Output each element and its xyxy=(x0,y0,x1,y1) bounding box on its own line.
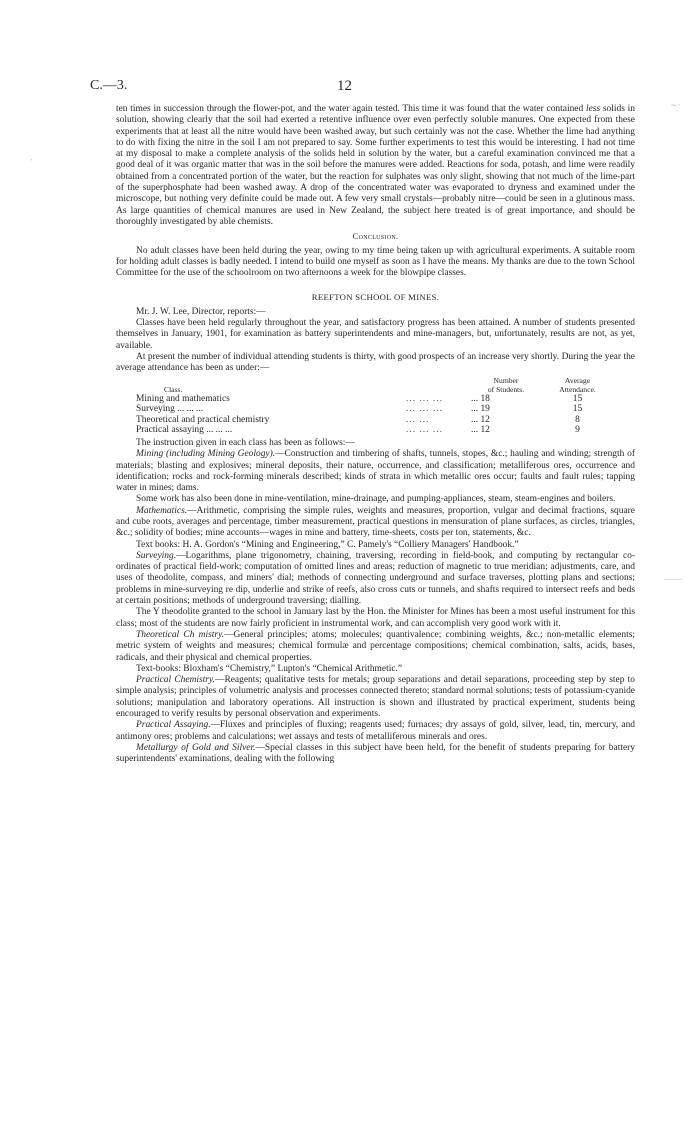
table-row: Surveying ... ... ... ... ... ... ... 19 15 xyxy=(136,404,583,415)
header-students: Number of Students. xyxy=(487,375,525,394)
surveying-paragraph: Surveying.—Logarithms, plane trigonometry, chaining, traversing, recording in field-book, and computing by rectangular co-ordinates of practical field-work; computation of omitted lines and areas; reduction of magnetic to true meridian; adjustments, care, and uses of theodolite, compass, and miners' dial; methods of connecting underground and surface traverses, plotting plans and sections; problems in mine-surveying re dip, underlie and strike of reefs, also cross cuts or tunnels, and shafts required to intersect reefs and beds at certain positions; methods of underground traversing; dialling. xyxy=(116,550,635,607)
metallurgy-paragraph: Metallurgy of Gold and Silver.—Special classes in this subject have been held, for the benefit of students preparing for battery superintendents' examinations, dealing with the following xyxy=(116,742,635,765)
practical-assaying-paragraph: Practical Assaying.—Fluxes and principles of fluxing; reagents used; furnaces; dry assays of gold, silver, lead, tin, mercury, and antimony ores; problems and calculations; wet assays and tests of metalliferous minerals and ores. xyxy=(116,720,636,742)
attendance-table-header-row xyxy=(136,376,614,394)
table-row: Practical assaying ... ... ... ... ... ... ... 12 9 xyxy=(136,425,580,436)
chemistry-textbooks: Text-books: Bloxham's “Chemistry,” Lupton's “Chemical Arithmetic.” xyxy=(136,663,403,674)
paragraph-flower-pot-experiment: ten times in succession through the flower-pot, and the water again tested. This time it was found that the water contained less solids in solution, showing clearly that the soil had exerted a retentive influence over even perfectly soluble manures. One expected from these experiments that at least all the nitre would have been washed away, but such certainly was not the case. Whether the lime had anything to do with fixing the nitre in the soil I am not prepared to say. Some further experiments to test this would be interesting. I had not time at my disposal to make a complete analysis of the solids held in solution by the water, but a careful examination convinced me that a good deal of it was organic matter that was in the soil before the manures were added. Reactions for soda, potash, and lime were readily obtained from a concentrated portion of the water, but the reaction for sulphates was only slight, showing that not much of the lime-part of the superphosphate had been washed away. A drop of the concentrated water was evaporated to dryness and examined under the microscope, but nothing very definite could be made out. A few very small crystals—probably nitre—could be seen in a glutinous mass. As large quantities of chemical manures are used in New Zealand, the subject here treated is of great importance, and should be thoroughly investigated by able chemists. xyxy=(116,104,635,227)
attendance-table xyxy=(136,376,614,436)
page-number: 12 xyxy=(337,78,352,94)
practical-chemistry-paragraph: Practical Chemistry.—Reagents; qualitative tests for metals; group separations and detail separations, proceeding step by step to simple analysis; principles of volumetric analysis and processes connected thereto; standard normal solutions; tests of potassium-cyanide solutions; manipulation and laboratory operations. All instruction is shown and illustrated by practical experiment, students being encouraged to verify results by personal observation and experiments. xyxy=(116,675,635,720)
reefton-heading: REEFTON SCHOOL OF MINES. xyxy=(311,292,440,303)
header-attendance: Average Attendance. xyxy=(559,375,596,394)
mathematics-paragraph: Mathematics.—Arithmetic, comprising the simple rules, weights and measures, proportion, vulgar and decimal fractions, square and cube roots, averages and percentage, timber measurement, practical questions in mensuration of plane surfaces, as circles, triangles, &c.; solidity of bodies; mine accounts—wages in mine and battery, time-sheets, costs per ton, statements, &c. xyxy=(116,505,635,539)
margin-mark-right-top: ∼⋅ xyxy=(670,100,681,110)
instruction-intro: The instruction given in each class has been as follows:— xyxy=(136,437,355,448)
margin-mark-left: ⋅ xyxy=(30,155,34,165)
header-class: Class. xyxy=(164,384,183,394)
table-row: Mining and mathematics ... ... ... ... 18 15 xyxy=(136,393,583,404)
document-reference: C.—3. xyxy=(90,78,128,93)
margin-mark-right-mid: —— xyxy=(664,574,682,584)
present-paragraph: At present the number of individual attending students is thirty, with good prospects of an increase very shortly. During the year the average attendance has been as under:— xyxy=(116,351,635,374)
reports-line: Mr. J. W. Lee, Director, reports:— xyxy=(136,306,266,317)
conclusion-heading: Conclusion. xyxy=(352,231,399,242)
surveying-extra-paragraph: The Y theodolite granted to the school in January last by the Hon. the Minister for Mines has been a most useful instrument for this class; most of the students are now fairly proficient in instrumental work, and can accomplish very good work with it. xyxy=(116,607,635,629)
body-text xyxy=(116,104,635,766)
theoretical-chemistry-paragraph: Theoretical Ch mistry.—General principles; atoms; molecules; quantivalence; combining weights, &c.; non-metallic elements; metric system of weights and measures; chemical formulæ and percentage compositions; chemical combination, salts, acids, bases, radicals, and their physical and chemical properties. xyxy=(116,629,636,663)
classes-paragraph: Classes have been held regularly throughout the year, and satisfactory progress has been attained. A number of students presented themselves in January, 1901, for examination as battery superintendents and mine-managers, but, unfortunately, results are not, as yet, available. xyxy=(116,318,635,351)
mining-paragraph: Mining (including Mining Geology).—Construction and timbering of shafts, tunnels, stopes, &c.; hauling and winding; strength of materials; blasting and explosives; mineral deposits, their nature, occurrence, and classification; metalliferous ores, occurrence and identification; rocks and rock-forming minerals described; kinds of strata in which metallic ores occur; faults and fault rules; tapping water in mines; dams. xyxy=(116,449,635,494)
mathematics-textbooks: Text books: H. A. Gordon's “Mining and Engineering,” C. Pamely's “Colliery Managers' Handbook.” xyxy=(136,539,519,550)
mining-extra-paragraph: Some work has also been done in mine-ventilation, mine-drainage, and pumping-appliances, steam, steam-engines and boilers. xyxy=(136,494,616,505)
conclusion-paragraph: No adult classes have been held during the year, owing to my time being taken up with agricultural experiments. A suitable room for holding adult classes is badly needed. I intend to build one myself as soon as I have the means. My thanks are due to the town School Committee for the use of the schoolroom on two afternoons a week for the blowpipe classes. xyxy=(116,245,635,279)
page-header xyxy=(90,78,610,98)
table-row: Theoretical and practical chemistry ... ... ... 12 8 xyxy=(136,414,580,425)
